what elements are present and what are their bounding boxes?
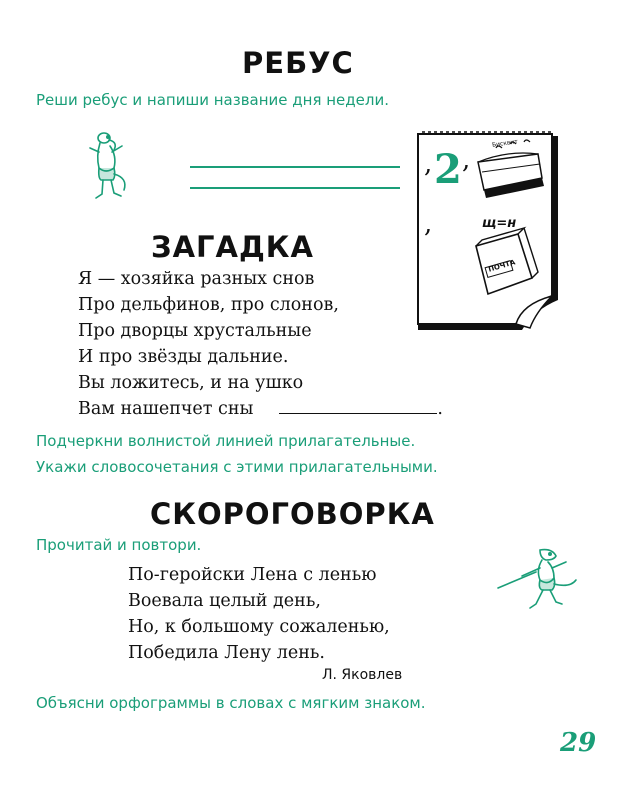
mouse-character-icon [84,128,134,204]
rebus-instruction: Реши ребус и напиши название дня недели. [36,91,389,109]
svg-text:,: , [424,149,433,179]
tongue-twister-instruction: Прочитай и повтори. [36,536,202,554]
poem-line: И про звёзды дальние. [78,347,289,367]
riddle-title: ЗАГАДКА [151,230,314,264]
tongue-twister-poem [128,562,390,666]
svg-text:,: , [424,209,433,239]
parcel-label: ПОЧТА [487,258,517,274]
page-number: 29 [560,728,597,758]
poem-line: Победила Лену лень. [128,643,325,663]
answer-blank[interactable] [279,399,437,414]
poem-line: Вы ложитесь, и на ушко [78,373,304,393]
poem-line: Воевала целый день, [128,591,321,611]
riddle-task-2: Укажи словосочетания с этими прилагательными. [36,458,438,476]
poem-line: Про дворцы хрустальные [78,321,312,341]
poem-line: По-геройски Лена с ленью [128,565,377,585]
answer-line-1[interactable] [190,166,400,168]
poem-line: Вам нашепчет сны [78,399,254,419]
poem-line: Но, к большому сожаленью, [128,617,390,637]
poem-line: Я — хозяйка разных снов [78,269,315,289]
rebus-substitution: щ=н [482,216,517,231]
cake-label: Бисквит [491,138,519,149]
answer-line-2[interactable] [190,187,400,189]
tongue-twister-title: СКОРОГОВОРКА [150,497,435,531]
riddle-poem [78,266,443,422]
poem-line-with-blank [78,396,443,422]
riddle-task-1: Подчеркни волнистой линией прилагательные. [36,432,416,450]
rebus-title: РЕБУС [242,46,354,80]
svg-text:,: , [462,145,471,175]
end-punct: . [437,399,443,419]
mouse-with-stick-icon [496,546,580,616]
author: Л. Яковлев [322,667,403,683]
tongue-twister-task: Объясни орфограммы в словах с мягким знаком. [36,694,426,712]
rebus-numeral: 2 [434,146,462,193]
poem-line: Про дельфинов, про слонов, [78,295,339,315]
